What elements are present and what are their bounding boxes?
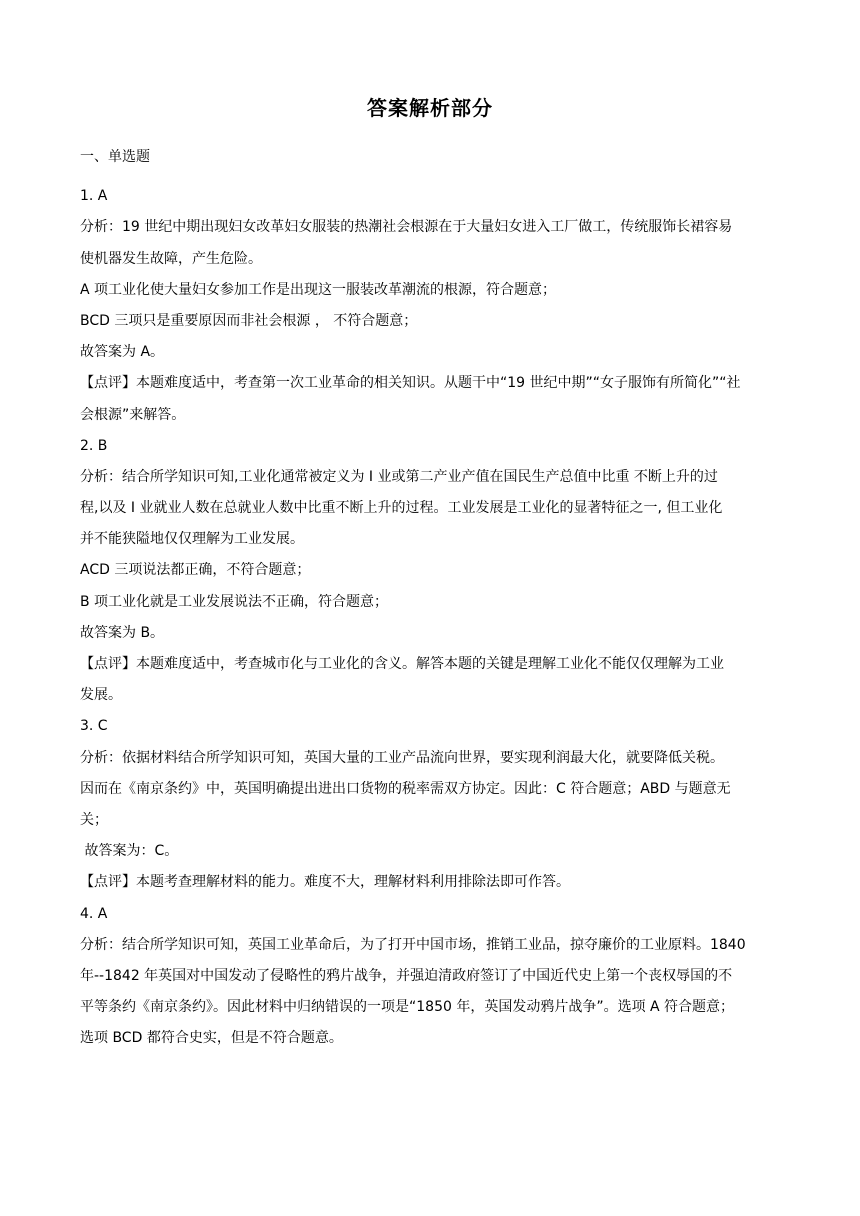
analysis-line: 关； [80,811,108,828]
analysis-line: 年--1842 年英国对中国发动了侵略性的鸦片战争，并强迫清政府签订了中国近代史上第一个丧权辱国的不 [80,967,733,984]
section-heading: 一、单选题 [80,149,150,165]
question-number: 1. A [80,188,108,205]
analysis-line: BCD 三项只是重要原因而非社会根源 ， 不符合题意； [80,312,418,329]
analysis-line: 因而在《南京条约》中，英国明确提出进出口货物的税率需双方协定。因此：C 符合题意；ABD 与题意无 [80,780,731,797]
comment-line: 会根源”来解答。 [80,406,186,423]
analysis-line: A 项工业化使大量妇女参加工作是出现这一服装改革潮流的根源，符合题意； [80,281,557,298]
page-title: 答案解析部分 [367,96,493,120]
answer-line: 故答案为 B。 [80,624,165,641]
comment-line: 【点评】本题考查理解材料的能力。难度不大，理解材料利用排除法即可作答。 [80,874,570,891]
analysis-line: 选项 BCD 都符合史实，但是不符合题意。 [80,1030,343,1047]
answer-content [80,142,780,1054]
analysis-line: ACD 三项说法都正确，不符合题意； [80,562,311,579]
question-number: 2. B [80,437,108,454]
analysis-line: B 项工业化就是工业发展说法不正确，符合题意； [80,593,389,610]
analysis-line: 分析：19 世纪中期出现妇女改革妇女服装的热潮社会根源在于大量妇女进入工厂做工，传统服饰长裙容易 [80,219,733,236]
analysis-line: 分析：结合所学知识可知,工业化通常被定义为 I 业或第二产业产值在国民生产总值中比重 不断上升的过 [80,468,718,485]
comment-line: 发展。 [80,687,122,704]
analysis-line: 分析：结合所学知识可知，英国工业革命后，为了打开中国市场，推销工业品，掠夺廉价的工业原料。1840 [80,936,746,953]
question-number: 3. C [80,718,108,735]
analysis-line: 平等条约《南京条约》。因此材料中归纳错误的一项是“1850 年，英国发动鸦片战争”。选项 A 符合题意； [80,999,735,1016]
analysis-line: 并不能狭隘地仅仅理解为工业发展。 [80,531,304,548]
comment-line: 【点评】本题难度适中，考查城市化与工业化的含义。解答本题的关键是理解工业化不能仅仅理解为工业 [80,656,724,672]
analysis-line: 程,以及 I 业就业人数在总就业人数中比重不断上升的过程。工业发展是工业化的显著特征之一, 但工业化 [80,500,723,517]
comment-line: 【点评】本题难度适中，考查第一次工业革命的相关知识。从题干中“19 世纪中期”“女子服饰有所简化”“社 [80,375,741,392]
answer-line: 故答案为 A。 [80,344,165,361]
analysis-line: 使机器发生故障，产生危险。 [80,250,262,267]
question-number: 4. A [80,905,108,922]
answer-line: 故答案为：C。 [80,843,179,860]
analysis-line: 分析：依据材料结合所学知识可知，英国大量的工业产品流向世界，要实现利润最大化，就要降低关税。 [80,749,724,766]
